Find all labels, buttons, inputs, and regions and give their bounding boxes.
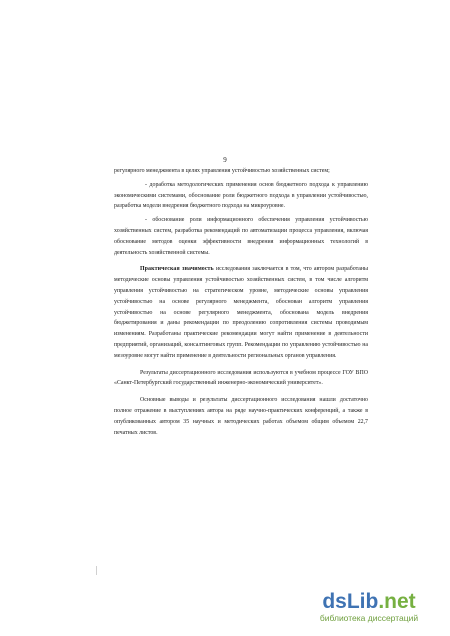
list-item-budget-approach: - доработка методологических применения основ бюджетного подхода к управлению экономическими системами, обоснование роли бюджетного подхода в управлении устойчивостью, разработка модели внедрения бюджетного подхода на микроуровне. [114, 181, 368, 210]
paragraph-publications: Основные выводы и результаты диссертационного исследования нашли достаточно полное отражение в выступлениях автора на ряде научно-практических конференций, а также в опубликованных автором 35 научных и методических работах объемом общим объемом 22,7 печатных листов. [114, 397, 368, 436]
paragraph-practical-significance [114, 264, 368, 361]
dslib-logo [294, 588, 444, 614]
dslib-logo-wordmark [294, 588, 444, 614]
body-text [114, 166, 368, 438]
page-number: 9 [223, 156, 227, 164]
dslib-watermark[interactable] [294, 588, 444, 628]
list-item-information-support: - обоснование роли информационного обеспечения управления устойчивостью хозяйственных систем, разработка рекомендаций по автоматизации процесса управления, включая обоснование методов оценки эффективности внедрения информационных технологий в деятельность хозяйственной системы. [114, 217, 368, 256]
practical-significance-heading: Практическая значимость [140, 266, 214, 273]
paragraph-results-usage: Результаты диссертационного исследования используются в учебном процессе ГОУ ВПО «Санкт-Петербургский государственный инженерно-экономический университет». [114, 369, 368, 387]
practical-significance-text: исследования заключается в том, что автором разработаны методические основы управления устойчивостью хозяйственных систем, в том числе алгоритм управления устойчивостью на стратегическом уровне, методические основы управления устойчивостью на основе регулярного менеджмента, обоснован алгоритм управления устойчивостью на основе регулярного менеджмента, обоснована модель внедрения бюджетирования и даны рекомендации по преодолению сопротивления системы проводимым изменениям. Разработаны практические рекомендации могут найти применение в деятельности предприятий, организаций, консалтинговых групп. Рекомендации по управлению устойчивостью на мезоуровне могут найти применение в деятельности региональных органов управления. [114, 266, 368, 359]
paragraph-continuation: регулярного менеджмента в целях управления устойчивостью хозяйственных систем; [114, 168, 330, 174]
svg-text:dsLib.net: dsLib.net [322, 590, 416, 613]
dslib-caption: библиотека диссертаций [319, 613, 419, 623]
scan-artifact-mark [96, 566, 100, 575]
